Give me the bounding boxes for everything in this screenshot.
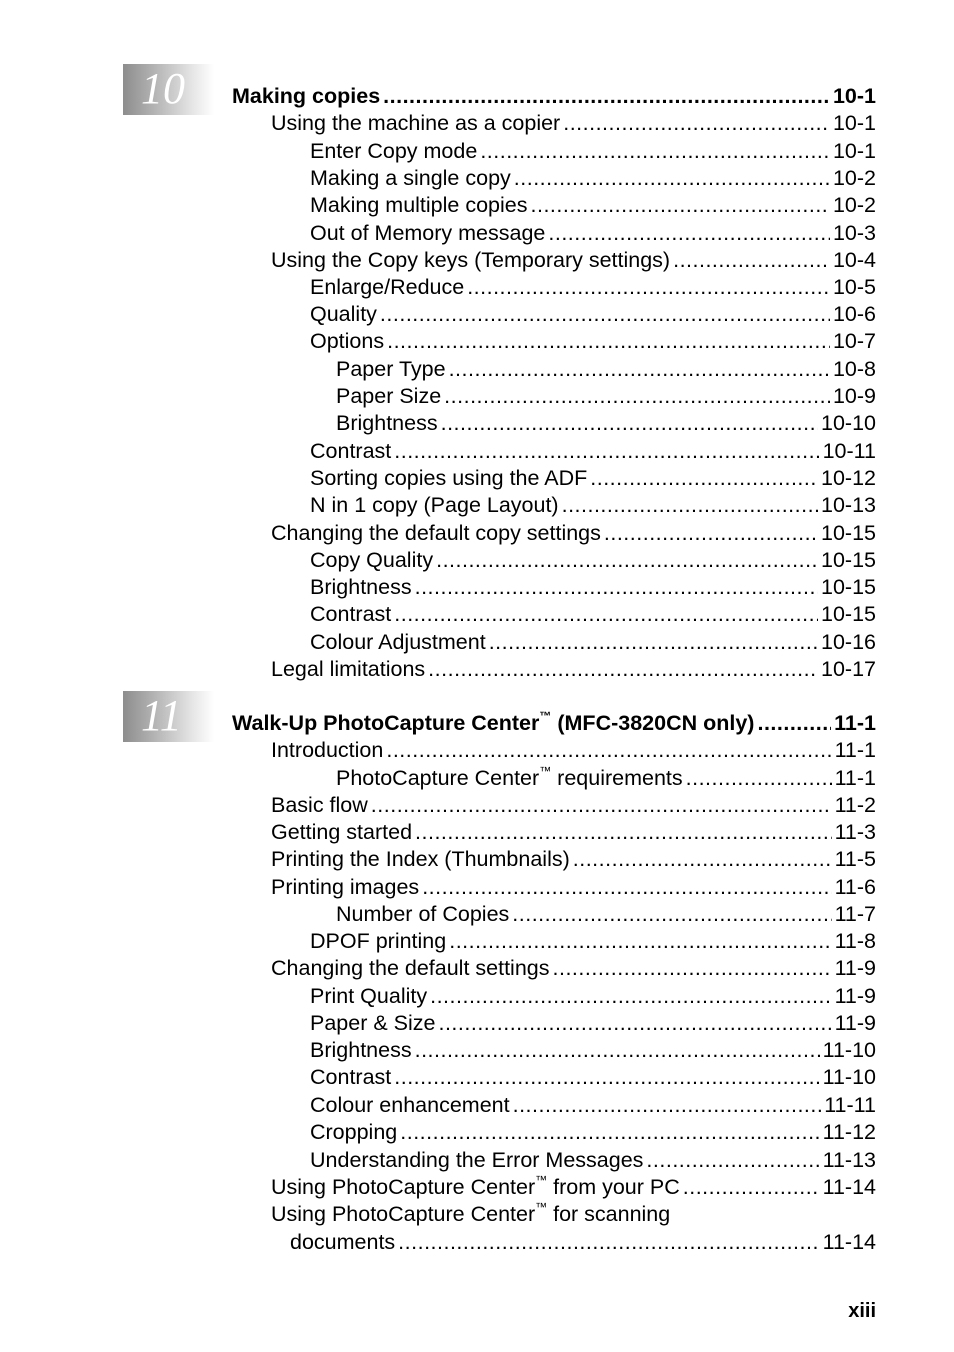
dot-leader (449, 356, 830, 383)
dot-leader (480, 138, 830, 165)
toc-page-number: 11-8 (834, 929, 876, 953)
toc-entry-title (310, 601, 391, 628)
toc-title-text: N in 1 copy (Page Layout) (310, 493, 559, 517)
toc-title-text: documents (290, 1230, 396, 1254)
toc-entry-title (310, 465, 587, 492)
toc-title-text: Legal limitations (271, 657, 426, 681)
toc-page-number: 10-2 (832, 193, 876, 217)
toc-page-number: 11-5 (834, 847, 876, 871)
dot-leader (430, 983, 831, 1010)
toc-title-text: Making a single copy (310, 166, 511, 190)
dot-leader (400, 1119, 819, 1146)
toc-entry-title (271, 247, 670, 274)
page-number: xiii (848, 1300, 876, 1322)
toc-page-number: 11-6 (834, 875, 876, 899)
toc-entry[interactable] (310, 328, 876, 355)
toc-page-number: 10-6 (832, 302, 876, 326)
toc-page-number: 10-8 (832, 357, 876, 381)
toc-entry[interactable] (310, 1092, 876, 1119)
trademark-symbol: ™ (535, 1173, 548, 1187)
toc-title-text: Quality (310, 302, 377, 326)
dot-leader (514, 165, 830, 192)
toc-title-text: Using PhotoCapture Center (271, 1175, 536, 1199)
toc-page-number: 11-9 (834, 1011, 876, 1035)
dot-leader (415, 819, 832, 846)
toc-title-suffix: from your PC (547, 1175, 680, 1199)
toc-entry-title (310, 192, 528, 219)
toc-page-number: 10-1 (832, 84, 876, 108)
dot-leader (646, 1147, 819, 1174)
toc-title-text: Paper Type (336, 357, 446, 381)
toc-title-text: Print Quality (310, 984, 428, 1008)
toc-title-text: Introduction (271, 738, 384, 762)
toc-title-text: Printing images (271, 875, 420, 899)
toc-entry-title (336, 410, 438, 437)
toc-entry-title (271, 520, 601, 547)
toc-page-number: 11-10 (822, 1065, 876, 1089)
dot-leader (757, 710, 831, 737)
dot-leader (590, 465, 818, 492)
toc-title-text: Printing the Index (Thumbnails) (271, 847, 570, 871)
toc-entry-title (271, 1174, 680, 1201)
toc-entry[interactable] (271, 520, 876, 547)
toc-entry[interactable] (232, 83, 876, 110)
toc-entry[interactable] (336, 765, 876, 792)
toc-page-number: 11-9 (834, 956, 876, 980)
toc-entry[interactable] (271, 247, 876, 274)
toc-entry-title (271, 737, 383, 764)
dot-leader (573, 846, 832, 873)
toc-page-number: 10-7 (832, 329, 876, 353)
toc-entry-title (271, 110, 560, 137)
toc-title-text: Cropping (310, 1120, 398, 1144)
chapter-number: 11 (141, 691, 182, 740)
toc-title-text: Colour Adjustment (310, 630, 486, 654)
toc-entry-title (310, 1147, 643, 1174)
dot-leader (562, 492, 818, 519)
dot-leader (428, 656, 818, 683)
toc-page-number: 11-12 (822, 1120, 876, 1144)
toc-title-text: Using the Copy keys (Temporary settings) (271, 248, 671, 272)
toc-entry[interactable] (271, 955, 876, 982)
toc-title-text: Number of Copies (336, 902, 510, 926)
dot-leader (467, 274, 830, 301)
chapter-tab-10 (123, 64, 214, 115)
toc-title-text: Understanding the Error Messages (310, 1148, 644, 1172)
toc-page-number: 10-15 (821, 521, 876, 545)
toc-page-number: 10-15 (821, 548, 876, 572)
toc-entry[interactable] (310, 629, 876, 656)
toc-title-text: Contrast (310, 439, 392, 463)
toc-entry-title (271, 792, 368, 819)
toc-page-number: 10-16 (821, 630, 876, 654)
dot-leader (444, 383, 830, 410)
toc-entry[interactable] (310, 983, 876, 1010)
dot-leader (531, 192, 830, 219)
toc-entry[interactable] (271, 110, 876, 137)
toc-entry-title (310, 547, 433, 574)
toc-entry[interactable] (271, 1201, 876, 1228)
toc-entry[interactable] (310, 547, 876, 574)
toc-entry[interactable] (271, 819, 876, 846)
toc-title-text: Brightness (310, 575, 412, 599)
dot-leader (415, 574, 818, 601)
toc-page-number: 11-2 (834, 793, 876, 817)
toc-title-suffix: (MFC-3820CN only) (551, 711, 755, 735)
toc-entry-title (290, 1229, 395, 1256)
toc-entry[interactable] (336, 356, 876, 383)
toc-title-text: Contrast (310, 1065, 392, 1089)
toc-entry[interactable] (271, 656, 876, 683)
dot-leader (398, 1229, 819, 1256)
toc-page-number: 11-7 (834, 902, 876, 926)
toc-entry-title (310, 1064, 391, 1091)
dot-leader (394, 1064, 819, 1091)
trademark-symbol: ™ (539, 709, 552, 723)
toc-title-text: PhotoCapture Center (336, 766, 540, 790)
toc-entry[interactable] (310, 1037, 876, 1064)
toc-title-text: Changing the default settings (271, 956, 550, 980)
toc-title-text: Using PhotoCapture Center (271, 1202, 536, 1226)
dot-leader (387, 328, 830, 355)
chapter-number: 10 (141, 64, 185, 113)
toc-entry[interactable] (310, 1147, 876, 1174)
chapter-tab-11 (123, 691, 214, 742)
toc-page-number: 10-9 (832, 384, 876, 408)
toc-entry-title (310, 138, 477, 165)
toc-title-text: Contrast (310, 602, 392, 626)
toc-page-number: 11-14 (822, 1230, 876, 1254)
toc-entry[interactable] (290, 1229, 876, 1256)
toc-entry[interactable] (310, 601, 876, 628)
dot-leader (394, 438, 819, 465)
toc-page-number: 10-12 (821, 466, 876, 490)
toc-title-text: Sorting copies using the ADF (310, 466, 588, 490)
toc-entry-title (336, 356, 446, 383)
toc-page-number: 10-11 (822, 439, 876, 463)
toc-entry[interactable] (336, 410, 876, 437)
toc-page-number: 11-9 (834, 984, 876, 1008)
toc-entry[interactable] (310, 574, 876, 601)
toc-entry-title (310, 220, 545, 247)
toc-page-number: 10-1 (832, 111, 876, 135)
dot-leader (548, 220, 830, 247)
toc-entry-title (271, 1201, 670, 1228)
toc-entry-title (310, 1119, 397, 1146)
toc-entry-title (310, 1010, 435, 1037)
toc-entry-title (336, 765, 683, 792)
dot-leader (383, 83, 830, 110)
trademark-symbol: ™ (535, 1200, 548, 1214)
toc-page-number: 10-1 (832, 139, 876, 163)
toc-page-number: 10-2 (832, 166, 876, 190)
toc-page-number: 10-4 (832, 248, 876, 272)
toc-entry-title (310, 328, 384, 355)
toc-entry-title (310, 274, 464, 301)
toc-page-number: 10-15 (821, 575, 876, 599)
toc-entry-title (310, 1092, 510, 1119)
toc-page-number: 10-10 (821, 411, 876, 435)
toc-entry-title (310, 574, 412, 601)
toc-entry[interactable] (336, 383, 876, 410)
toc-title-text: Making copies (232, 84, 381, 108)
dot-leader (604, 520, 818, 547)
toc-title-text: Enter Copy mode (310, 139, 478, 163)
toc-page-number: 10-13 (821, 493, 876, 517)
dot-leader (683, 1174, 820, 1201)
dot-leader (553, 955, 832, 982)
toc-page-number: 11-11 (824, 1093, 876, 1117)
dot-leader (394, 601, 818, 628)
toc-title-text: Making multiple copies (310, 193, 528, 217)
toc-entry-title (310, 629, 486, 656)
toc-page-number: 10-3 (832, 221, 876, 245)
toc-entry[interactable] (271, 846, 876, 873)
dot-leader (449, 928, 831, 955)
toc-entry-title (336, 901, 509, 928)
toc-page-number: 11-3 (834, 820, 876, 844)
toc-title-text: Brightness (336, 411, 438, 435)
dot-leader (436, 547, 818, 574)
toc-title-text: Paper & Size (310, 1011, 436, 1035)
toc-entry[interactable] (310, 220, 876, 247)
toc-page-number: 10-17 (821, 657, 876, 681)
toc-page-number: 10-5 (832, 275, 876, 299)
dot-leader (513, 1092, 822, 1119)
toc-entry-title (271, 846, 570, 873)
toc-title-text: Colour enhancement (310, 1093, 510, 1117)
dot-leader (673, 247, 830, 274)
toc-entry[interactable] (271, 874, 876, 901)
toc-entry-title (310, 983, 427, 1010)
dot-leader (441, 410, 818, 437)
toc-entry-title (310, 301, 377, 328)
toc-entry[interactable] (310, 438, 876, 465)
toc-entry[interactable] (336, 901, 876, 928)
dot-leader (422, 874, 831, 901)
toc-title-text: Getting started (271, 820, 413, 844)
toc-page-number: 11-10 (822, 1038, 876, 1062)
toc-entry[interactable] (271, 792, 876, 819)
toc-title-text: Walk-Up PhotoCapture Center (232, 711, 540, 735)
toc-entry-title (310, 165, 511, 192)
toc-entry-title (310, 928, 446, 955)
toc-entry[interactable] (310, 274, 876, 301)
toc-page-number: 10-15 (821, 602, 876, 626)
dot-leader (512, 901, 831, 928)
toc-entry[interactable] (310, 928, 876, 955)
toc-entry[interactable] (310, 165, 876, 192)
toc-entry[interactable] (310, 465, 876, 492)
toc-entry[interactable] (310, 492, 876, 519)
dot-leader (686, 765, 832, 792)
dot-leader (438, 1010, 831, 1037)
toc-entry[interactable] (271, 737, 876, 764)
toc-entry-title (271, 656, 425, 683)
toc-entry-title (336, 383, 441, 410)
dot-leader (380, 301, 830, 328)
toc-title-text: Changing the default copy settings (271, 521, 601, 545)
toc-title-text: Options (310, 329, 385, 353)
toc-title-suffix: for scanning (547, 1202, 671, 1226)
toc-entry[interactable] (271, 1174, 876, 1201)
dot-leader (371, 792, 832, 819)
toc-title-text: Paper Size (336, 384, 442, 408)
dot-leader (563, 110, 830, 137)
toc-entry-title (310, 492, 559, 519)
toc-entry[interactable] (310, 301, 876, 328)
toc-title-text: Basic flow (271, 793, 368, 817)
dot-leader (489, 629, 818, 656)
toc-page-number: 11-13 (822, 1148, 876, 1172)
toc-entry[interactable] (310, 138, 876, 165)
toc-entry-title (271, 955, 550, 982)
toc-entry-title (232, 710, 754, 737)
dot-leader (415, 1037, 820, 1064)
dot-leader (386, 737, 831, 764)
toc-entry[interactable] (310, 1010, 876, 1037)
toc-page-number: 11-1 (834, 738, 876, 762)
toc-page-number: 11-1 (834, 711, 876, 735)
toc-entry[interactable] (310, 1064, 876, 1091)
toc-title-suffix: requirements (551, 766, 683, 790)
toc-entry-title (271, 819, 412, 846)
toc-entry-title (310, 1037, 412, 1064)
toc-title-text: Copy Quality (310, 548, 434, 572)
toc-entry[interactable] (232, 710, 876, 737)
toc-entry-title (232, 83, 380, 110)
toc-entry-title (310, 438, 391, 465)
toc-page-number: 11-14 (822, 1175, 876, 1199)
toc-entry[interactable] (310, 192, 876, 219)
toc-title-text: DPOF printing (310, 929, 447, 953)
toc-title-text: Brightness (310, 1038, 412, 1062)
toc-title-text: Out of Memory message (310, 221, 546, 245)
trademark-symbol: ™ (539, 764, 552, 778)
toc-title-text: Using the machine as a copier (271, 111, 561, 135)
toc-entry-title (271, 874, 419, 901)
toc-entry[interactable] (310, 1119, 876, 1146)
toc-page-number: 11-1 (834, 766, 876, 790)
toc-title-text: Enlarge/Reduce (310, 275, 465, 299)
